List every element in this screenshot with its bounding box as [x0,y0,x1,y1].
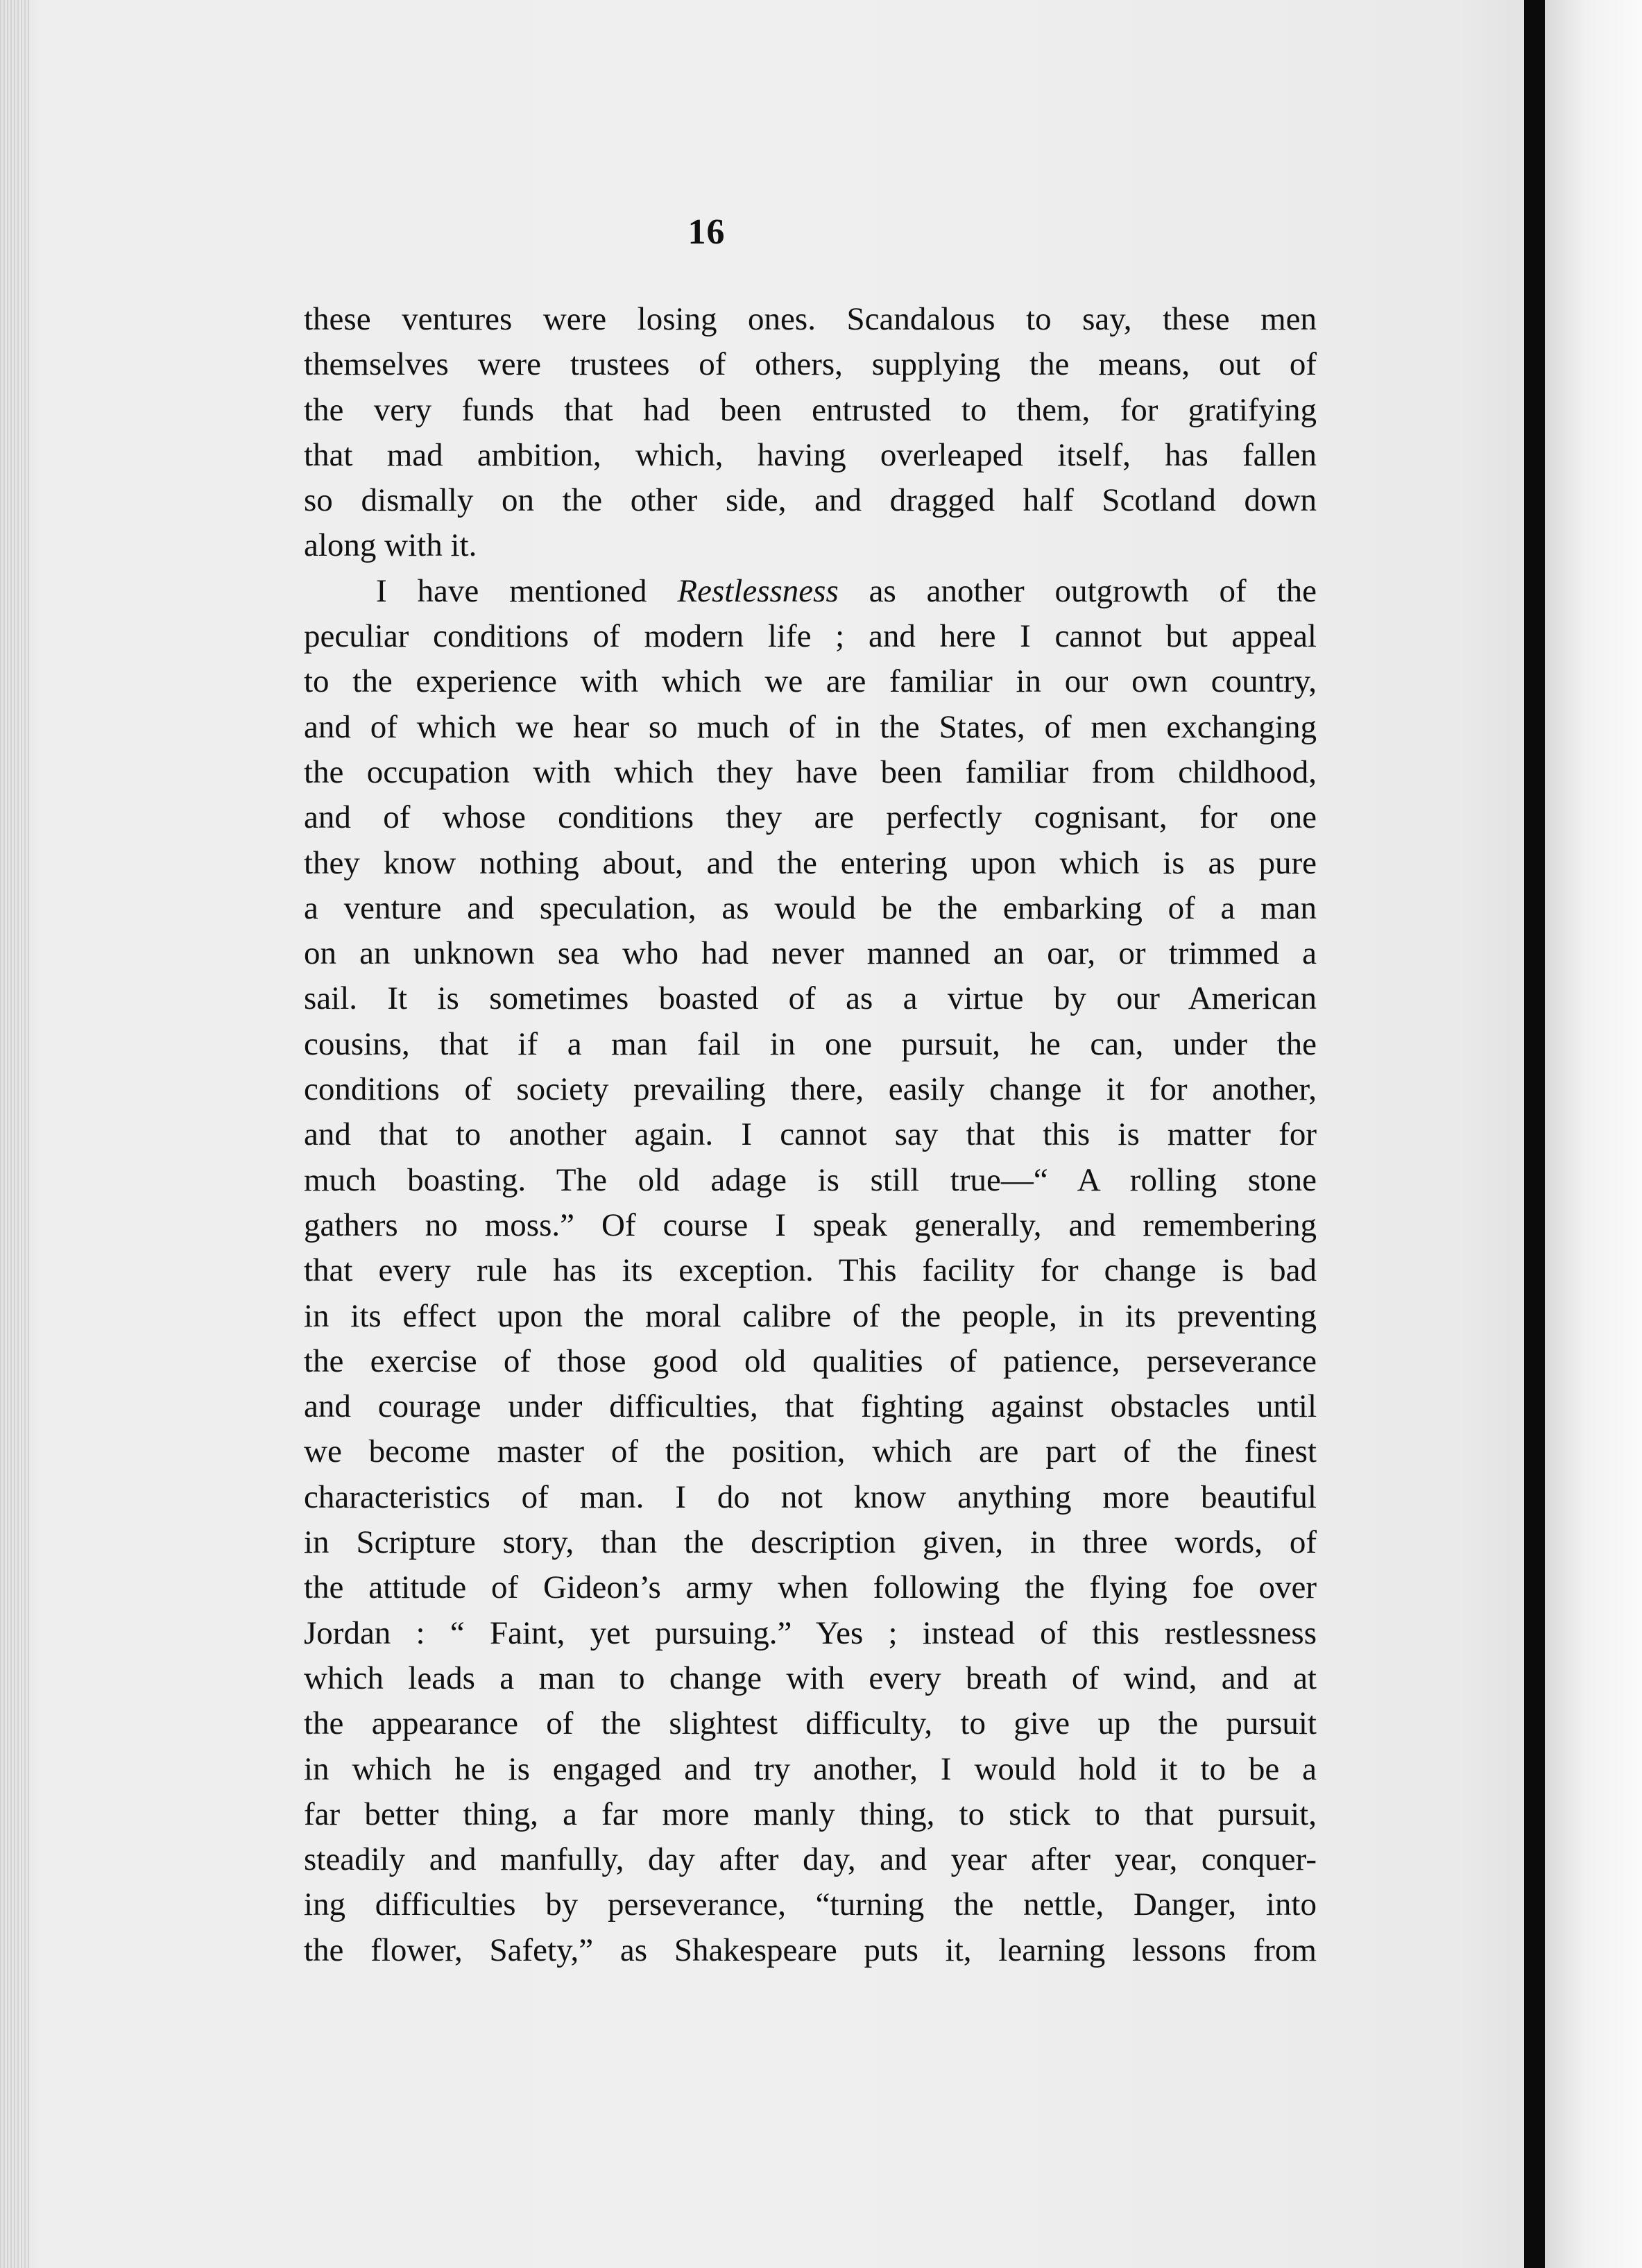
text-line: they know nothing about, and the entering upon which is as pure [304,844,1317,881]
text-line: these ventures were losing ones. Scandalous to say, these men [304,301,1317,337]
paragraph-2 [304,569,1317,1973]
text-line: to the experience with which we are familiar in our own country, [304,663,1317,700]
text-line: and of which we hear so much of in the States, of men exchanging [304,708,1317,745]
text-line: gathers no moss.” Of course I speak generally, and remembering [304,1207,1317,1243]
text-line: the occupation with which they have been familiar from childhood, [304,753,1317,790]
page-left-edge [0,0,29,2268]
text-line: which leads a man to change with every breath of wind, and at [304,1660,1317,1696]
text-line: themselves were trustees of others, supplying the means, out of [304,346,1317,383]
text-line: we become master of the position, which are part of the finest [304,1433,1317,1470]
text-line: in which he is engaged and try another, I would hold it to be a [304,1750,1317,1787]
text-line: the very funds that had been entrusted to them, for gratifying [304,391,1317,428]
text-line [304,569,1317,614]
text-line: far better thing, a far more manly thing, to stick to that pursuit, [304,1796,1317,1832]
text-line: peculiar conditions of modern life ; and here I cannot but appeal [304,618,1317,655]
text-line: that mad ambition, which, having overleaped itself, has fallen [304,436,1317,473]
page-number: 16 [687,212,726,252]
text-line: and courage under difficulties, that fighting against obstacles until [304,1388,1317,1425]
text-line: along with it. [304,527,477,564]
text-line: the exercise of those good old qualities of patience, perseverance [304,1342,1317,1379]
text-line: and that to another again. I cannot say that this is matter for [304,1116,1317,1153]
text-line: the attitude of Gideon’s army when following the flying foe over [304,1569,1317,1606]
page-right-border [1524,0,1545,2268]
text-line: that every rule has its exception. This facility for change is bad [304,1252,1317,1289]
text-fragment: as another outgrowth of the [838,572,1317,609]
text-line: steadily and manfully, day after day, and year after year, conquer- [304,1841,1317,1878]
text-line: ing difficulties by perseverance, “turning the nettle, Danger, into [304,1886,1317,1923]
text-line: on an unknown sea who had never manned an oar, or trimmed a [304,935,1317,972]
text-line: and of whose conditions they are perfectly cognisant, for one [304,799,1317,836]
text-line: so dismally on the other side, and dragged half Scotland down [304,482,1317,519]
text-line: Jordan : “ Faint, yet pursuing.” Yes ; instead of this restlessness [304,1614,1317,1651]
text-line: sail. It is sometimes boasted of as a virtue by our American [304,980,1317,1017]
page-right-margin [1545,0,1642,2268]
text-fragment: I have mentioned [376,572,678,609]
text-line: cousins, that if a man fail in one pursuit, he can, under the [304,1025,1317,1062]
paragraph-1 [304,297,1317,569]
body-text [304,297,1317,1973]
text-line: characteristics of man. I do not know anything more beautiful [304,1478,1317,1515]
text-line: in its effect upon the moral calibre of the people, in its preventing [304,1297,1317,1334]
emphasized-term: Restlessness [677,572,839,609]
text-line: much boasting. The old adage is still true—“ A rolling stone [304,1161,1317,1198]
text-line: the appearance of the slightest difficulty, to give up the pursuit [304,1705,1317,1742]
text-line: the flower, Safety,” as Shakespeare puts it, learning lessons from [304,1932,1317,1968]
text-line: in Scripture story, than the description given, in three words, of [304,1524,1317,1561]
text-line: a venture and speculation, as would be the embarking of a man [304,889,1317,926]
text-line: conditions of society prevailing there, easily change it for another, [304,1071,1317,1108]
